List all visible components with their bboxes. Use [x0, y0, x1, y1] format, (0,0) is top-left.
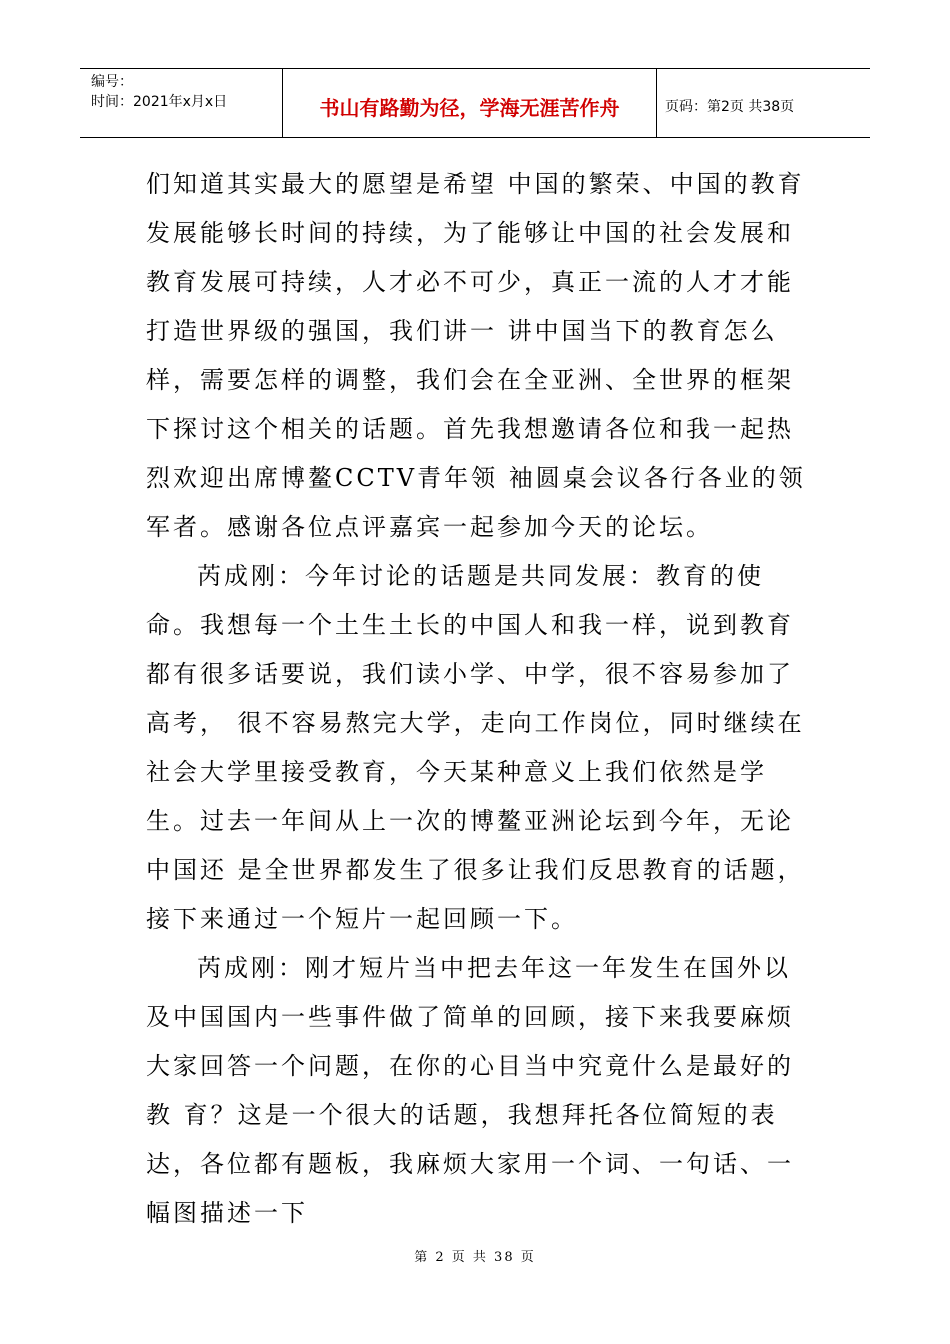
header-page-info: 页码：第2页 共38页 — [665, 99, 795, 115]
document-date-label: 时间：2021年x月x日 — [91, 94, 228, 110]
body-paragraph: 芮成刚：刚才短片当中把去年这一年发生在国外以及中国国内一些事件做了简单的回顾，接下来我要麻烦大家回答一个问题，在你的心目当中究竟什么是最好的教 育？这是一个很大的话题，我想拜托各位简短的表达，各位都有题板，我麻烦大家用一个词、一句话、一幅图描述一下 — [146, 954, 794, 1227]
header-meta-cell — [80, 69, 283, 137]
page-footer: 第 2 页 共 38 页 — [414, 1250, 536, 1265]
body-paragraph: 们知道其实最大的愿望是希望 中国的繁荣、中国的教育发展能够长时间的持续，为了能够让中国的社会发展和教育发展可持续，人才必不可少，真正一流的人才才能打造世界级的强国，我们讲一 讲中国当下的教育怎么样，需要怎样的调整，我们会在全亚洲、全世界的框架下探讨这个相关的话题。首先我想邀请各位和我一起热烈欢迎出席博鳌CCTV青年领 袖圆桌会议各行各业的领军者。感谢各位点评嘉宾一起参加今天的论坛。 — [146, 170, 806, 541]
page-header — [80, 68, 870, 138]
header-motto: 书山有路勤为径，学海无涯苦作舟 — [283, 69, 657, 137]
document-body — [146, 160, 808, 1238]
body-paragraph: 芮成刚：今年讨论的话题是共同发展：教育的使命。我想每一个土生土长的中国人和我一样，说到教育都有很多话要说，我们读小学、中学，很不容易参加了高考， 很不容易熬完大学，走向工作岗位，同时继续在社会大学里接受教育，今天某种意义上我们依然是学生。过去一年间从上一次的博鳌亚洲论坛到今年，无论中国还 是全世界都发生了很多让我们反思教育的话题，接下来通过一个短片一起回顾一下。 — [146, 562, 805, 933]
document-number-label: 编号： — [91, 74, 133, 90]
